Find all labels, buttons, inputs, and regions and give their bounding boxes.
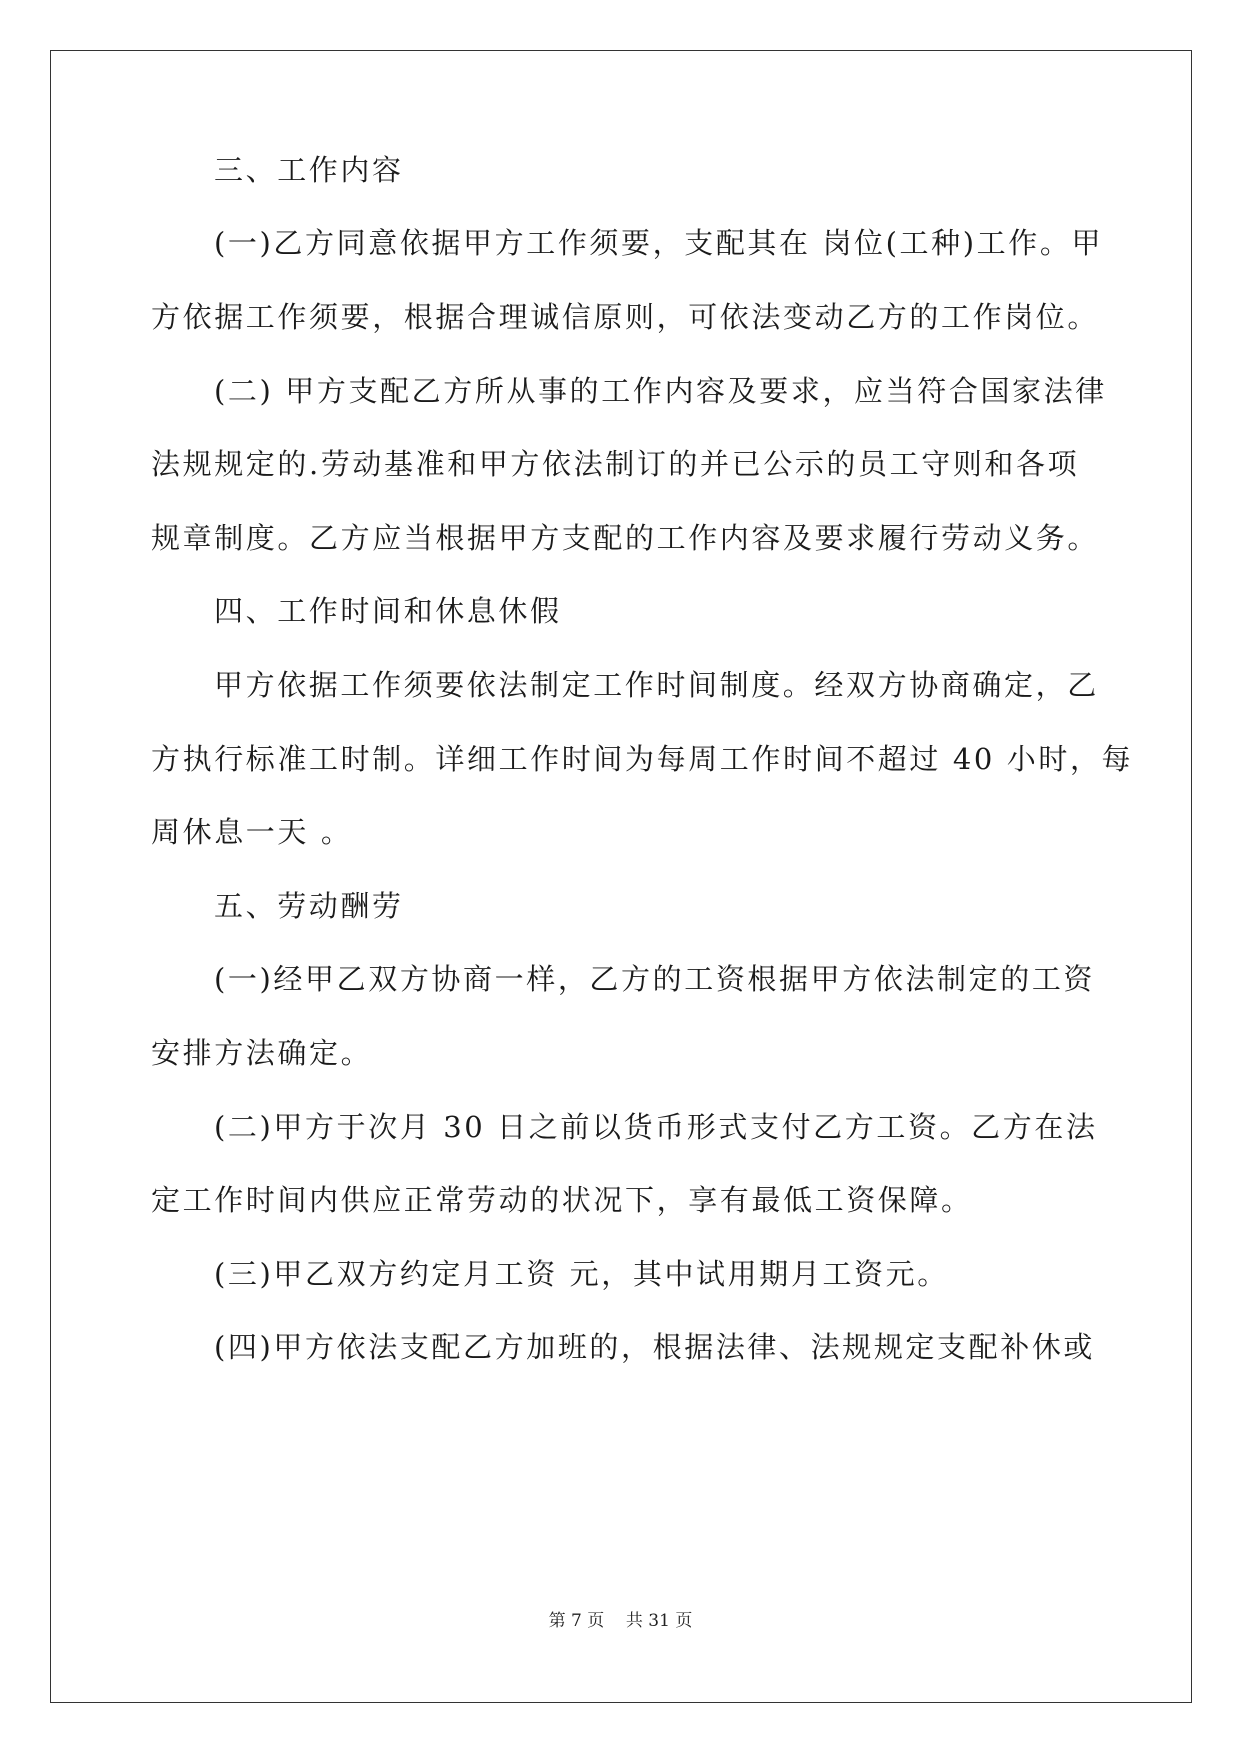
paragraph-line: 周休息一天 。 (151, 815, 353, 849)
section-heading-work-content: 三、工作内容 (214, 153, 404, 187)
paragraph-line: 方依据工作须要，根据合理诚信原则，可依法变动乙方的工作岗位。 (151, 300, 1100, 334)
paragraph-line: 法规规定的.劳动基准和甲方依法制订的并已公示的员工守则和各项 (151, 447, 1080, 481)
paragraph-line: (四)甲方依法支配乙方加班的，根据法律、法规规定支配补休或 (214, 1330, 1096, 1364)
paragraph-line: 规章制度。乙方应当根据甲方支配的工作内容及要求履行劳动义务。 (151, 521, 1100, 555)
paragraph-line: (三)甲乙双方约定月工资 元，其中试用期月工资元。 (214, 1257, 949, 1291)
paragraph-line: (一)经甲乙双方协商一样，乙方的工资根据甲方依法制定的工资 (214, 962, 1096, 996)
paragraph-line: 甲方依据工作须要依法制定工作时间制度。经双方协商确定，乙 (214, 668, 1099, 702)
section-heading-remuneration: 五、劳动酬劳 (214, 889, 404, 923)
paragraph-line: (二)甲方于次月 30 日之前以货币形式支付乙方工资。乙方在法 (214, 1110, 1098, 1144)
page-number: 第 7 页 (548, 1611, 605, 1631)
paragraph-line: 安排方法确定。 (151, 1036, 373, 1070)
paragraph-line: (一)乙方同意依据甲方工作须要，支配其在 岗位(工种)工作。甲 (214, 226, 1104, 260)
paragraph-line: (二) 甲方支配乙方所从事的工作内容及要求，应当符合国家法律 (214, 374, 1107, 408)
paragraph-line: 定工作时间内供应正常劳动的状况下，享有最低工资保障。 (151, 1183, 973, 1217)
paragraph-line: 方执行标准工时制。详细工作时间为每周工作时间不超过 40 小时，每 (151, 742, 1134, 776)
page-footer (0, 1610, 1241, 1632)
page-total: 共 31 页 (625, 1611, 693, 1631)
section-heading-working-hours: 四、工作时间和休息休假 (214, 594, 562, 628)
